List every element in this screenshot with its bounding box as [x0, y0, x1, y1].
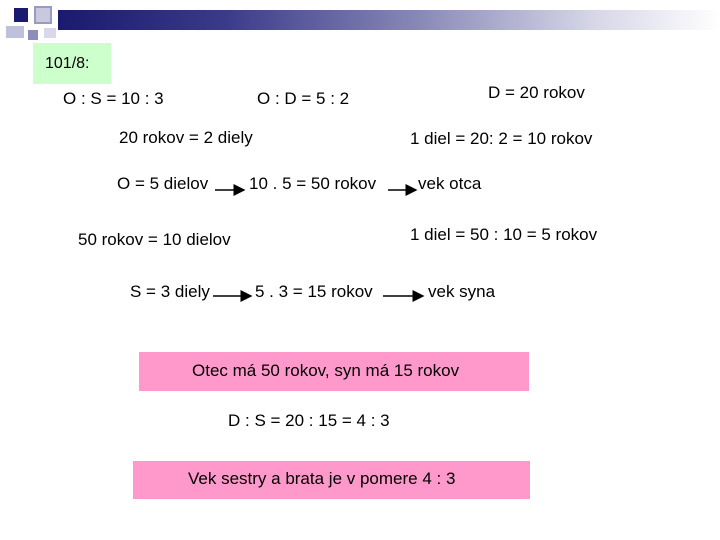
twenty-equals-two-parts: 20 rokov = 2 diely	[119, 128, 253, 147]
d-age: D = 20 rokov	[488, 83, 585, 102]
one-part-five: 1 diel = 50 : 10 = 5 rokov	[410, 225, 598, 244]
o-d-ratio: O : D = 5 : 2	[257, 89, 350, 108]
father-age-label: vek otca	[418, 174, 482, 193]
son-age-label: vek syna	[428, 282, 496, 301]
one-part-ten: 1 diel = 20: 2 = 10 rokov	[410, 129, 593, 148]
conclusion: Vek sestry a brata je v pomere 4 : 3	[188, 469, 456, 488]
fifty-equals-ten-parts: 50 rokov = 10 dielov	[78, 230, 231, 249]
ten-times-five: 10 . 5 = 50 rokov	[249, 174, 377, 193]
o-s-ratio: O : S = 10 : 3	[63, 89, 164, 108]
o-five-parts: O = 5 dielov	[117, 174, 209, 193]
d-s-ratio: D : S = 20 : 15 = 4 : 3	[228, 411, 390, 430]
s-three-parts: S = 3 diely	[130, 282, 210, 301]
result-ages: Otec má 50 rokov, syn má 15 rokov	[192, 361, 460, 380]
problem-number: 101/8:	[45, 55, 90, 72]
five-times-three: 5 . 3 = 15 rokov	[255, 282, 373, 301]
